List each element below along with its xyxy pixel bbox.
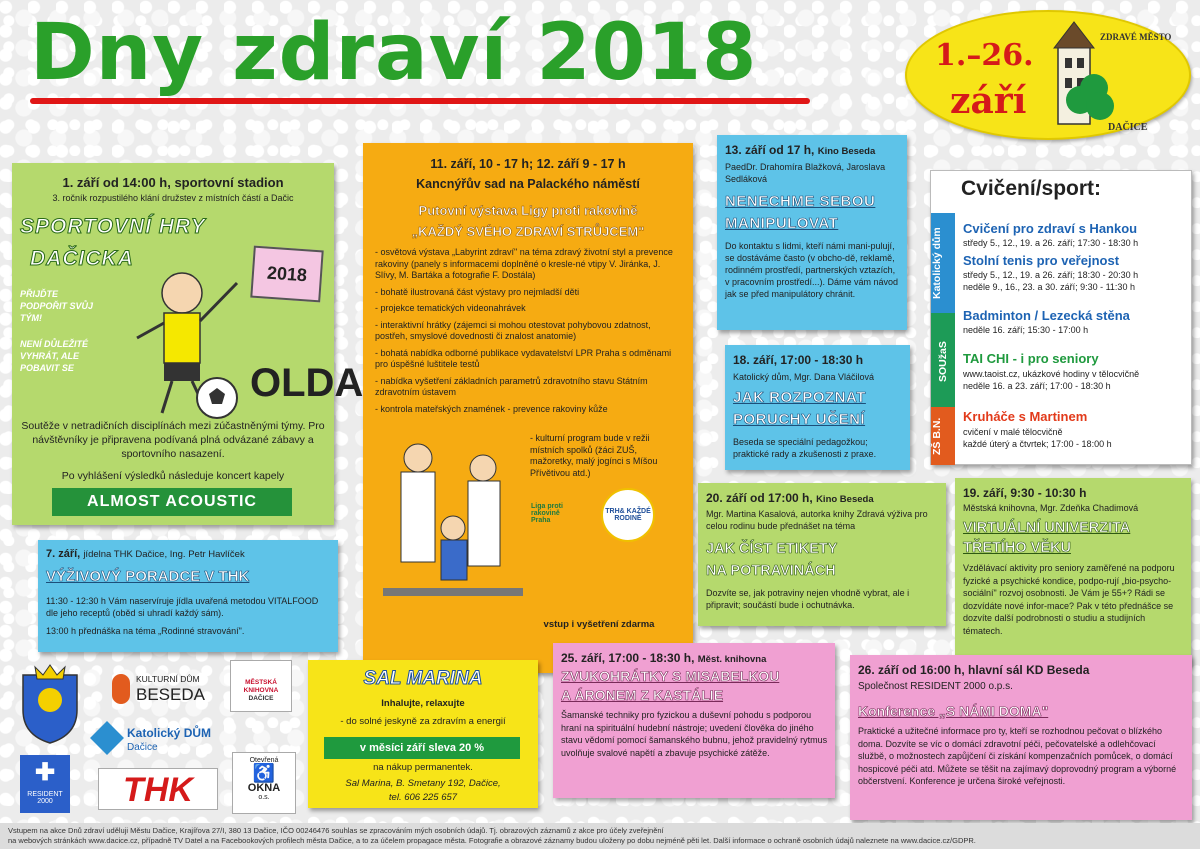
exhibition-list: [375, 247, 683, 420]
doctor-illustration: [373, 438, 533, 628]
sport-after: Po vyhlášení výsledků následuje koncert kapely: [61, 470, 285, 482]
katolicky-dum-line-2: Dačice: [127, 742, 158, 753]
manipulation-headline-1: NENECHME SEBOU: [725, 193, 876, 210]
learning-headline-1: JAK ROZPOZNAT: [733, 389, 866, 406]
free-entry: vstup i vyšetření zdarma: [543, 619, 655, 630]
nutrition-headline: VÝŽIVOVÝ PORADCE V THK: [46, 568, 250, 585]
university-date: 19. září, 9:30 - 10:30 h: [963, 486, 1087, 500]
learning-headline-2: PORUCHY UČENÍ: [733, 411, 866, 428]
manipulation-card: [717, 135, 907, 330]
nutrition-row-2: 13:00 h přednáška na téma „Rodinné stravování".: [46, 626, 245, 636]
sound-card: [553, 643, 835, 798]
band-name: ALMOST ACOUSTIC: [52, 488, 292, 516]
learning-card: [725, 345, 910, 470]
daffodil-logo: TRH& KAŽDÉ RODINĚ: [601, 488, 655, 542]
exercise-list: [930, 170, 1192, 465]
exhibition-dates: 11. září, 10 - 17 h; 12. září 9 - 17 h: [430, 157, 626, 171]
wheelchair-icon: ♿: [252, 763, 276, 783]
exhibition-card: [363, 143, 693, 673]
sal-marina-line-3: na nákup permanentek.: [373, 762, 473, 773]
sport-date: 1. září od 14:00 h, sportovní stadion: [62, 175, 284, 190]
katolicky-dum-line-1: Katolický DŮM: [127, 726, 212, 740]
exercise-item-name: Cvičení pro zdraví s Hankou: [963, 221, 1138, 236]
learning-body: Beseda se speciální pedagožkou; praktické rady a zkušenosti z praxe.: [733, 437, 877, 459]
conference-card: [850, 655, 1192, 820]
sound-body: Šamanské techniky pro fyzickou a duševní pohodu s podporou hraní na spirituální hudební nástroje; uvedení člověka do jiného stavu vědomí pomocí šamanského bubnu, jehož pravidelný rytmus uvolňuje svalové napětí a zbavuje psychické zátěže.: [561, 710, 828, 758]
manipulation-date: 13. září od 17 h, Kino Beseda: [725, 143, 876, 157]
resident-text: RESIDENT 2000: [27, 791, 63, 805]
kd-beseda-icon: [112, 674, 130, 704]
sound-headline-1: ZVUKOHRÁTKY S MISABELKOU: [561, 668, 780, 684]
thk-logo: THK: [98, 768, 218, 810]
liga-logo: Liga proti rakovině Praha: [531, 503, 563, 524]
sound-headline-2: A ÁRONEM Z KASTÁLIE: [561, 687, 724, 703]
okna-line-1: Otevřená: [249, 757, 279, 764]
labels-card: [698, 483, 946, 626]
list-item: - projekce tematických videonahrávek: [375, 303, 683, 315]
footer-line-2: na webových stránkách www.dacice.cz, případně TV Datel a na Facebookových profilech města Dačice, a to za účelem propagace města. Fotografie a obrazové záznamy budou uloženy po dobu nejméně pěti let. Další informace o ochraně osobních údajů naleznete na www.dacice.cz/GDPR.: [8, 836, 976, 845]
katolicky-dum-icon: [90, 721, 124, 755]
ball-icon: [192, 373, 242, 423]
exercise-item-detail: neděle 9., 16., 23. a 30. září; 9:30 - 11:30 h: [963, 282, 1135, 292]
manipulation-speakers: PaedDr. Drahomíra Blažková, Jaroslava Sedláková: [725, 162, 886, 184]
plus-icon: ✚: [34, 759, 56, 786]
date-range: 1.–26.: [935, 38, 1034, 73]
library-line-2: KNIHOVNA: [243, 687, 279, 694]
exhibition-headline-2: „KAŽDÝ SVÉHO ZDRAVÍ STRŮJCEM": [411, 224, 645, 239]
kd-beseda-line-1: KULTURNÍ DŮM: [136, 674, 200, 684]
learning-date: 18. září, 17:00 - 18:30 h: [733, 353, 864, 367]
page-title: Dny zdraví 2018: [30, 8, 758, 98]
labels-headline-1: JAK ČÍST ETIKETY: [706, 541, 838, 557]
sport-side-text-1: PŘIJĎTE PODPOŘIT SVŮJ TÝM!: [20, 289, 94, 323]
list-item: - nabídka vyšetření základních parametrů zdravotního stavu Státním zdravotním ústavem: [375, 376, 683, 399]
title-underline: [30, 98, 810, 104]
sport-subtitle: 3. ročník rozpustilého klání družstev z místních částí a Dačic: [52, 193, 294, 203]
side-souzas: SOUžaS: [931, 313, 955, 411]
university-body: Vzdělávací aktivity pro seniory zaměřené na podporu fyzické a psychické kondice, podpo-rují „bio-psycho-sociální" rozvoj osobnosti. Je Vám je 55+? Rádi se dozvídáte nové infor-mace? Pak v této přednášce se dozvíte další podrobnosti o studiu a studijních tématech.: [963, 563, 1175, 636]
exercise-item-name: Kruháče s Martinem: [963, 409, 1088, 424]
conference-date: 26. září od 16:00 h, hlavní sál KD Beseda: [858, 663, 1090, 677]
nutrition-date: 7. září, jídelna THK Dačice, Ing. Petr Havlíček: [46, 548, 245, 560]
exercise-item-name: TAI CHI - i pro seniory: [963, 351, 1099, 366]
university-card: [955, 478, 1191, 666]
okna-line-2: OKNA: [247, 782, 281, 794]
exercise-item-detail: středy 5., 12., 19. a 26. září; 18:30 - 20:30 h: [963, 270, 1139, 280]
exercise-item-detail: středy 5., 12., 19. a 26. září; 17:30 - 18:30 h: [963, 238, 1139, 248]
manipulation-headline-2: MANIPULOVAT: [725, 215, 839, 232]
kd-beseda-line-2: BESEDA: [136, 685, 205, 704]
sal-marina-card: [308, 660, 538, 808]
logo-text-bottom: DAČICE: [1108, 122, 1148, 133]
exercise-title: Cvičení/sport:: [961, 177, 1102, 200]
list-item: - kontrola mateřských znamének - prevence rakoviny kůže: [375, 404, 683, 416]
list-item: - bohatě ilustrovaná část výstavy pro nejmladší děti: [375, 287, 683, 299]
list-item: - interaktivní hrátky (zájemci si mohou otestovat pohybovou zdatnost, postřeh, smyslové dovednosti či znalost anatomie): [375, 320, 683, 343]
side-zs-bn: ZŠ B.N.: [931, 407, 955, 465]
footer-line-1: Vstupem na akce Dnů zdraví uděluji Městu Dačice, Krajířova 27/I, 380 13 Dačice, IČO 00246476 souhlas se zpracováním mých osobních údajů. Tj. obrazových záznamů z akce pro účely zveřejnění: [8, 826, 664, 835]
zdrave-mesto-logo: [1050, 18, 1175, 133]
sal-marina-address: Sal Marina, B. Smetany 192, Dačice,: [345, 778, 501, 789]
mascot-name: OLDA: [250, 361, 364, 405]
logo-text-top: ZDRAVÉ MĚSTO: [1100, 32, 1172, 42]
kd-beseda-logo: [112, 670, 217, 710]
labels-headline-2: NA POTRAVINÁCH: [706, 563, 836, 579]
date-month: září: [950, 80, 1027, 122]
list-item: - osvětová výstava „Labyrint zdraví" na téma zdravý životní styl a prevence rakoviny (panely s informacemi doplněné o kresle-né vtipy V. Jiránka, J. Slívy, M. Bartáka a fotografie F. Dostála): [375, 247, 683, 282]
exercise-item-name: Stolní tenis pro veřejnost: [963, 253, 1120, 268]
sal-marina-phone: tel. 606 225 657: [388, 792, 458, 803]
list-item: - bohatá nabídka odborné publikace vydavatelství LPR Praha s odměnami pro úspěšné luštitele testů: [375, 348, 683, 371]
labels-date: 20. září od 17:00 h, Kino Beseda: [706, 491, 874, 505]
year-sign: [250, 246, 323, 303]
resident-logo: [20, 755, 70, 813]
nutrition-card: [38, 540, 338, 652]
nutrition-row-1: 11:30 - 12:30 h Vám naservíruje jídla uvařená metodou VITALFOOD dle jeho receptů (oběd si uhradí každý sám).: [46, 596, 319, 618]
culture-program: - kulturní program bude v režii místních spolků (žáci ZUŠ, mažoretky, malý jogínci s Míšou Přívětivou atd.): [530, 433, 658, 478]
sport-headline-1: SPORTOVNÍ HRY: [20, 215, 206, 238]
sign-year: 2018: [266, 262, 308, 286]
university-headline-2: TŘETÍHO VĚKU: [963, 540, 1071, 556]
exhibition-place: Kancnýřův sad na Palackého náměstí: [416, 177, 640, 191]
sport-headline-2: DAČICKA: [30, 247, 134, 270]
sport-body: Soutěže v netradičních disciplínách mezi zúčastněnými týmy. Pro návštěvníky je připravena podívaná plná odvázané zábavy a sportovního nasazení.: [21, 420, 325, 460]
exercise-item-detail: neděle 16. září; 15:30 - 17:00 h: [963, 325, 1089, 335]
exercise-item-detail: cvičení v malé tělocvičně: [963, 427, 1063, 437]
exercise-item-detail: neděle 16. a 23. září; 17:00 - 18:30 h: [963, 381, 1111, 391]
exercise-item-name: Badminton / Lezecká stěna: [963, 308, 1130, 323]
okna-line-3: o.s.: [258, 794, 270, 801]
conference-headline: Konference „S NÁMI DOMA": [858, 703, 1049, 719]
manipulation-body: Do kontaktu s lidmi, kteří námi mani-pulují, se dostáváme často (v obcho-dě, reklamě, rodinném prostředí, partnerských vztazích, v pracovním prostředí...). Dáme vám návod jak se před manipulátory chránit.: [725, 241, 899, 299]
labels-speaker: Mgr. Martina Kasalová, autorka knihy Zdravá výživa pro celou rodinu bude přednášet na téma: [706, 509, 928, 531]
labels-body: Dozvíte se, jak potraviny nejen vhodně vybrat, ale i připravit; součástí bude i ochutnávka.: [706, 588, 910, 610]
university-headline-1: VIRTUÁLNÍ UNIVERZITA: [963, 520, 1131, 536]
library-line-1: MĚSTSKÁ: [245, 679, 277, 686]
sport-side-text-2: NENÍ DŮLEŽITÉ VYHRÁT, ALE POBAVIT SE: [20, 339, 89, 373]
sal-marina-line-1: Inhalujte, relaxujte: [381, 698, 465, 709]
side-katolicky-dum: Katolický dům: [931, 213, 955, 313]
sal-marina-offer: v měsíci září sleva 20 %: [324, 737, 520, 759]
sound-date: 25. září, 17:00 - 18:30 h, Měst. knihovna: [561, 651, 767, 665]
exercise-item-detail: www.taoist.cz, ukázkové hodiny v tělocvičně: [963, 369, 1140, 379]
gdpr-footer: [0, 823, 1200, 849]
learning-place: Katolický dům, Mgr. Dana Vláčilová: [733, 372, 875, 382]
exercise-item-detail: každé úterý a čtvrtek; 17:00 - 18:00 h: [963, 439, 1112, 449]
conference-body: Praktické a užitečné informace pro ty, kteří se rozhodnou pečovat o blízkého doma. Dozvíte se víc o domácí zdravotní péči, pečovatelské a odlehčovací službě, o možnostech zapůjčení či získání kompenzačních pomůcek, o domácí hospicové péči atd. Můžete se těšit na zajímavý doprovodný program a výborné občerstvení. Konference je určena široké veřejnosti.: [858, 726, 1177, 786]
library-logo: [230, 660, 292, 712]
town-coat-of-arms-logo: [15, 665, 85, 745]
katolicky-dum-logo: [95, 720, 225, 758]
otevrena-okna-logo: [232, 752, 296, 814]
conference-company: Společnost RESIDENT 2000 o.p.s.: [858, 681, 1013, 692]
sal-marina-title: SAL MARINA: [363, 668, 483, 689]
sal-marina-line-2: - do solné jeskyně za zdravím a energií: [340, 716, 506, 727]
sport-games-card: [12, 163, 364, 525]
university-place: Městská knihovna, Mgr. Zdeňka Chadimová: [963, 503, 1139, 513]
library-line-3: DAČICE: [248, 695, 274, 702]
exhibition-headline-1: Putovní výstava Ligy proti rakovině: [418, 203, 638, 218]
